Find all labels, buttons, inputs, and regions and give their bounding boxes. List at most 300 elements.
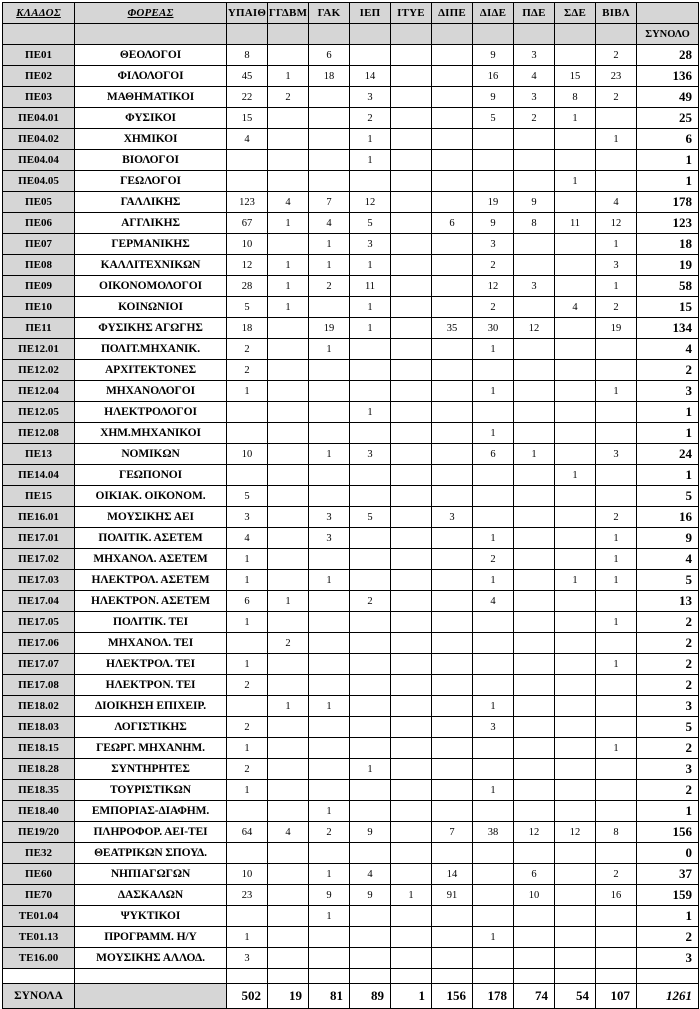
table-row	[3, 864, 699, 885]
cell-row-total: 2	[637, 360, 699, 381]
cell-value: 8	[227, 45, 268, 66]
cell-value: 23	[227, 885, 268, 906]
cell-value	[309, 381, 350, 402]
cell-value	[555, 591, 596, 612]
cell-klados: ΠΕ17.08	[3, 675, 75, 696]
cell-value	[391, 696, 432, 717]
cell-value	[227, 171, 268, 192]
totals-row	[3, 984, 699, 1009]
header-foreas: ΦΟΡΕΑΣ	[75, 3, 227, 24]
cell-foreas: ΘΕΑΤΡΙΚΩΝ ΣΠΟΥΔ.	[75, 843, 227, 864]
cell-value	[350, 948, 391, 969]
cell-value: 1	[268, 255, 309, 276]
table-body	[3, 45, 699, 1009]
cell-value	[596, 402, 637, 423]
cell-klados: ΠΕ18.15	[3, 738, 75, 759]
cell-value	[227, 801, 268, 822]
cell-value: 1	[350, 318, 391, 339]
cell-value: 1	[309, 444, 350, 465]
cell-value	[555, 885, 596, 906]
cell-value	[268, 843, 309, 864]
cell-row-total: 1	[637, 906, 699, 927]
cell-value	[268, 402, 309, 423]
cell-value: 5	[350, 213, 391, 234]
cell-value: 2	[309, 822, 350, 843]
cell-value: 3	[514, 87, 555, 108]
cell-foreas: ΔΙΟΙΚΗΣΗ ΕΠΙΧΕΙΡ.	[75, 696, 227, 717]
cell-value: 12	[514, 822, 555, 843]
cell-row-total: 4	[637, 339, 699, 360]
table-row	[3, 906, 699, 927]
cell-value	[555, 633, 596, 654]
cell-value	[268, 738, 309, 759]
cell-value	[309, 360, 350, 381]
cell-value: 1	[555, 465, 596, 486]
cell-value	[432, 843, 473, 864]
cell-value: 12	[350, 192, 391, 213]
cell-value	[432, 255, 473, 276]
cell-value	[268, 801, 309, 822]
cell-row-total: 0	[637, 843, 699, 864]
cell-value	[473, 885, 514, 906]
cell-value: 1	[555, 570, 596, 591]
cell-value	[432, 87, 473, 108]
table-row	[3, 213, 699, 234]
subheader-col-9	[596, 24, 637, 45]
cell-klados: ΠΕ17.04	[3, 591, 75, 612]
cell-value: 2	[268, 87, 309, 108]
cell-value	[268, 885, 309, 906]
cell-value	[596, 948, 637, 969]
cell-klados: ΠΕ17.02	[3, 549, 75, 570]
cell-value	[432, 948, 473, 969]
cell-value: 12	[473, 276, 514, 297]
cell-value: 67	[227, 213, 268, 234]
cell-klados: ΠΕ02	[3, 66, 75, 87]
cell-value	[432, 633, 473, 654]
cell-foreas: ΓΕΩΛΟΓΟΙ	[75, 171, 227, 192]
cell-value	[514, 129, 555, 150]
cell-value: 6	[514, 864, 555, 885]
totals-foreas-blank	[75, 984, 227, 1009]
cell-value	[514, 759, 555, 780]
cell-klados: ΠΕ12.05	[3, 402, 75, 423]
cell-value	[268, 108, 309, 129]
cell-value	[596, 360, 637, 381]
cell-value	[473, 129, 514, 150]
cell-value: 1	[555, 171, 596, 192]
cell-value	[391, 423, 432, 444]
cell-value	[555, 843, 596, 864]
header-column-6: ΔΙΔΕ	[473, 3, 514, 24]
table-row	[3, 507, 699, 528]
table-row	[3, 297, 699, 318]
cell-klados: ΠΕ18.40	[3, 801, 75, 822]
cell-klados: ΠΕ06	[3, 213, 75, 234]
cell-value	[268, 864, 309, 885]
cell-value	[473, 843, 514, 864]
cell-value: 2	[309, 276, 350, 297]
cell-value	[432, 171, 473, 192]
cell-klados: ΠΕ18.02	[3, 696, 75, 717]
cell-value	[473, 675, 514, 696]
cell-value: 30	[473, 318, 514, 339]
cell-value	[555, 360, 596, 381]
cell-foreas: ΝΗΠΙΑΓΩΓΩΝ	[75, 864, 227, 885]
cell-value	[432, 45, 473, 66]
cell-value	[391, 381, 432, 402]
cell-value: 11	[350, 276, 391, 297]
cell-foreas: ΛΟΓΙΣΤΙΚΗΣ	[75, 717, 227, 738]
cell-value	[309, 717, 350, 738]
cell-value: 2	[596, 45, 637, 66]
cell-value: 91	[432, 885, 473, 906]
cell-value	[432, 906, 473, 927]
cell-value	[473, 948, 514, 969]
cell-value	[268, 45, 309, 66]
cell-value	[391, 318, 432, 339]
cell-value	[514, 948, 555, 969]
cell-value	[555, 675, 596, 696]
cell-klados: ΠΕ32	[3, 843, 75, 864]
header-klados: ΚΛΑΔΟΣ	[3, 3, 75, 24]
cell-value	[268, 171, 309, 192]
table-row	[3, 822, 699, 843]
table-row	[3, 780, 699, 801]
cell-value	[473, 150, 514, 171]
cell-value	[473, 465, 514, 486]
table-row	[3, 171, 699, 192]
cell-value: 6	[309, 45, 350, 66]
cell-row-total: 6	[637, 129, 699, 150]
cell-row-total: 9	[637, 528, 699, 549]
cell-value: 22	[227, 87, 268, 108]
cell-klados: ΠΕ15	[3, 486, 75, 507]
cell-value	[432, 696, 473, 717]
cell-value	[514, 402, 555, 423]
cell-value: 1	[473, 570, 514, 591]
table-row	[3, 654, 699, 675]
cell-value	[432, 549, 473, 570]
subheader-col-0	[227, 24, 268, 45]
cell-value: 2	[350, 108, 391, 129]
cell-value	[514, 528, 555, 549]
cell-value	[555, 402, 596, 423]
cell-value	[268, 381, 309, 402]
cell-value	[350, 528, 391, 549]
cell-value	[268, 234, 309, 255]
cell-row-total: 3	[637, 948, 699, 969]
cell-value	[391, 234, 432, 255]
cell-foreas: ΚΟΙΝΩΝΙΟΙ	[75, 297, 227, 318]
table-row	[3, 66, 699, 87]
cell-klados: ΠΕ60	[3, 864, 75, 885]
table-row	[3, 738, 699, 759]
cell-value	[473, 402, 514, 423]
cell-row-total: 1	[637, 423, 699, 444]
cell-klados: ΠΕ01	[3, 45, 75, 66]
cell-value: 1	[473, 381, 514, 402]
spacer-cell	[391, 969, 432, 984]
spacer-cell	[3, 969, 75, 984]
cell-value	[473, 864, 514, 885]
cell-value	[596, 906, 637, 927]
table-row	[3, 633, 699, 654]
cell-klados: ΠΕ11	[3, 318, 75, 339]
cell-value	[391, 276, 432, 297]
cell-foreas: ΑΓΓΛΙΚΗΣ	[75, 213, 227, 234]
table-row	[3, 675, 699, 696]
cell-value: 64	[227, 822, 268, 843]
cell-value	[227, 633, 268, 654]
cell-value: 1	[268, 696, 309, 717]
cell-value	[309, 738, 350, 759]
cell-value: 16	[596, 885, 637, 906]
cell-value: 1	[309, 801, 350, 822]
cell-foreas: ΚΑΛΛΙΤΕΧΝΙΚΩΝ	[75, 255, 227, 276]
cell-value: 9	[514, 192, 555, 213]
subheader-col-4	[391, 24, 432, 45]
cell-value: 1	[309, 570, 350, 591]
table-row	[3, 486, 699, 507]
cell-value	[473, 486, 514, 507]
cell-value	[555, 318, 596, 339]
grand-total: 1261	[637, 984, 699, 1009]
cell-value	[268, 465, 309, 486]
cell-value	[391, 549, 432, 570]
cell-value	[432, 360, 473, 381]
cell-value	[268, 759, 309, 780]
cell-row-total: 49	[637, 87, 699, 108]
cell-value	[391, 171, 432, 192]
cell-value: 14	[432, 864, 473, 885]
cell-foreas: ΔΑΣΚΑΛΩΝ	[75, 885, 227, 906]
header-column-5: ΔΙΠΕ	[432, 3, 473, 24]
cell-value: 11	[555, 213, 596, 234]
cell-value	[268, 339, 309, 360]
header-synolo-blank	[637, 3, 699, 24]
cell-value: 1	[473, 528, 514, 549]
cell-value: 2	[596, 507, 637, 528]
cell-value	[432, 150, 473, 171]
cell-value: 3	[350, 87, 391, 108]
cell-value: 1	[268, 276, 309, 297]
cell-foreas: ΨΥΚΤΙΚΟΙ	[75, 906, 227, 927]
cell-value: 2	[473, 297, 514, 318]
cell-value: 4	[350, 864, 391, 885]
table-row	[3, 423, 699, 444]
spacer-cell	[75, 969, 227, 984]
cell-value	[391, 192, 432, 213]
cell-value	[514, 339, 555, 360]
cell-row-total: 3	[637, 381, 699, 402]
cell-foreas: ΕΜΠΟΡΙΑΣ-ΔΙΑΦΗΜ.	[75, 801, 227, 822]
cell-value	[555, 906, 596, 927]
cell-foreas: ΠΛΗΡΟΦΟΡ. ΑΕΙ-ΤΕΙ	[75, 822, 227, 843]
cell-value	[473, 906, 514, 927]
cell-value: 10	[227, 864, 268, 885]
cell-value	[391, 150, 432, 171]
cell-value	[268, 507, 309, 528]
cell-value	[268, 927, 309, 948]
cell-value: 12	[514, 318, 555, 339]
cell-klados: ΠΕ17.03	[3, 570, 75, 591]
cell-value: 1	[350, 150, 391, 171]
cell-value	[391, 612, 432, 633]
cell-value	[473, 360, 514, 381]
subheader-col-8	[555, 24, 596, 45]
table-row	[3, 402, 699, 423]
cell-row-total: 178	[637, 192, 699, 213]
cell-value: 19	[473, 192, 514, 213]
cell-value	[432, 738, 473, 759]
cell-value	[514, 150, 555, 171]
cell-value	[309, 108, 350, 129]
cell-value: 2	[227, 717, 268, 738]
cell-value: 12	[555, 822, 596, 843]
cell-foreas: ΓΕΡΜΑΝΙΚΗΣ	[75, 234, 227, 255]
cell-value: 5	[350, 507, 391, 528]
cell-value: 1	[309, 234, 350, 255]
cell-value: 1	[309, 906, 350, 927]
cell-value: 1	[473, 423, 514, 444]
spacer-cell	[268, 969, 309, 984]
cell-row-total: 5	[637, 486, 699, 507]
cell-row-total: 5	[637, 717, 699, 738]
cell-value: 23	[596, 66, 637, 87]
cell-value	[350, 465, 391, 486]
cell-value	[555, 255, 596, 276]
cell-value	[391, 717, 432, 738]
cell-value	[350, 549, 391, 570]
cell-row-total: 3	[637, 759, 699, 780]
cell-value	[514, 654, 555, 675]
cell-value: 15	[555, 66, 596, 87]
cell-value: 35	[432, 318, 473, 339]
cell-foreas: ΘΕΟΛΟΓΟΙ	[75, 45, 227, 66]
spacer-cell	[473, 969, 514, 984]
cell-value	[432, 297, 473, 318]
cell-value: 4	[309, 213, 350, 234]
cell-value	[555, 717, 596, 738]
cell-value	[596, 801, 637, 822]
cell-foreas: ΓΕΩΠΟΝΟΙ	[75, 465, 227, 486]
cell-value	[432, 381, 473, 402]
cell-value: 1	[596, 654, 637, 675]
cell-value: 2	[227, 360, 268, 381]
cell-row-total: 1	[637, 150, 699, 171]
cell-klados: ΠΕ13	[3, 444, 75, 465]
table-row	[3, 717, 699, 738]
cell-value	[391, 759, 432, 780]
spacer-cell	[350, 969, 391, 984]
cell-value: 1	[596, 234, 637, 255]
table-row	[3, 255, 699, 276]
cell-value: 1	[350, 402, 391, 423]
cell-value	[555, 507, 596, 528]
cell-value	[309, 654, 350, 675]
cell-value	[391, 129, 432, 150]
cell-value	[309, 486, 350, 507]
cell-row-total: 13	[637, 591, 699, 612]
cell-value: 1	[473, 927, 514, 948]
cell-value	[555, 129, 596, 150]
cell-foreas: ΣΥΝΤΗΡΗΤΕΣ	[75, 759, 227, 780]
cell-value: 5	[227, 297, 268, 318]
cell-value	[350, 570, 391, 591]
cell-row-total: 19	[637, 255, 699, 276]
cell-klados: ΠΕ18.03	[3, 717, 75, 738]
cell-value	[555, 927, 596, 948]
cell-value: 1	[350, 759, 391, 780]
cell-value	[309, 129, 350, 150]
header-column-0: ΥΠΑΙΘ	[227, 3, 268, 24]
cell-value	[432, 423, 473, 444]
cell-value: 9	[473, 213, 514, 234]
cell-value	[268, 528, 309, 549]
cell-value	[227, 150, 268, 171]
cell-value	[555, 339, 596, 360]
cell-value: 9	[350, 822, 391, 843]
totals-column-value: 178	[473, 984, 514, 1009]
cell-value: 3	[309, 507, 350, 528]
cell-value	[268, 717, 309, 738]
cell-klados: ΠΕ03	[3, 87, 75, 108]
cell-value: 1	[596, 276, 637, 297]
spacer-cell	[227, 969, 268, 984]
cell-value	[514, 717, 555, 738]
cell-value	[596, 591, 637, 612]
cell-value: 2	[596, 297, 637, 318]
cell-row-total: 58	[637, 276, 699, 297]
cell-value	[555, 486, 596, 507]
cell-value	[309, 948, 350, 969]
cell-value	[514, 549, 555, 570]
cell-value	[309, 87, 350, 108]
cell-klados: ΠΕ04.04	[3, 150, 75, 171]
totals-column-value: 74	[514, 984, 555, 1009]
cell-value	[227, 906, 268, 927]
cell-value	[596, 108, 637, 129]
header-column-8: ΣΔΕ	[555, 3, 596, 24]
totals-column-value: 107	[596, 984, 637, 1009]
cell-value	[350, 843, 391, 864]
cell-value	[227, 696, 268, 717]
cell-value: 3	[473, 717, 514, 738]
cell-value: 1	[596, 381, 637, 402]
cell-value: 7	[432, 822, 473, 843]
cell-value	[596, 696, 637, 717]
table-row	[3, 696, 699, 717]
header-column-1: ΓΓΔΒΜ	[268, 3, 309, 24]
cell-value: 2	[227, 675, 268, 696]
cell-value	[309, 171, 350, 192]
cell-value: 19	[596, 318, 637, 339]
header-column-7: ΠΔΕ	[514, 3, 555, 24]
cell-value	[432, 402, 473, 423]
cell-value	[309, 927, 350, 948]
cell-klados: ΠΕ18.28	[3, 759, 75, 780]
table-row	[3, 843, 699, 864]
totals-column-value: 81	[309, 984, 350, 1009]
cell-value	[350, 360, 391, 381]
cell-value	[391, 822, 432, 843]
cell-value: 1	[596, 612, 637, 633]
subheader-col-6	[473, 24, 514, 45]
header-column-9: ΒΙΒΛ	[596, 3, 637, 24]
cell-value	[555, 444, 596, 465]
spacer-cell	[514, 969, 555, 984]
